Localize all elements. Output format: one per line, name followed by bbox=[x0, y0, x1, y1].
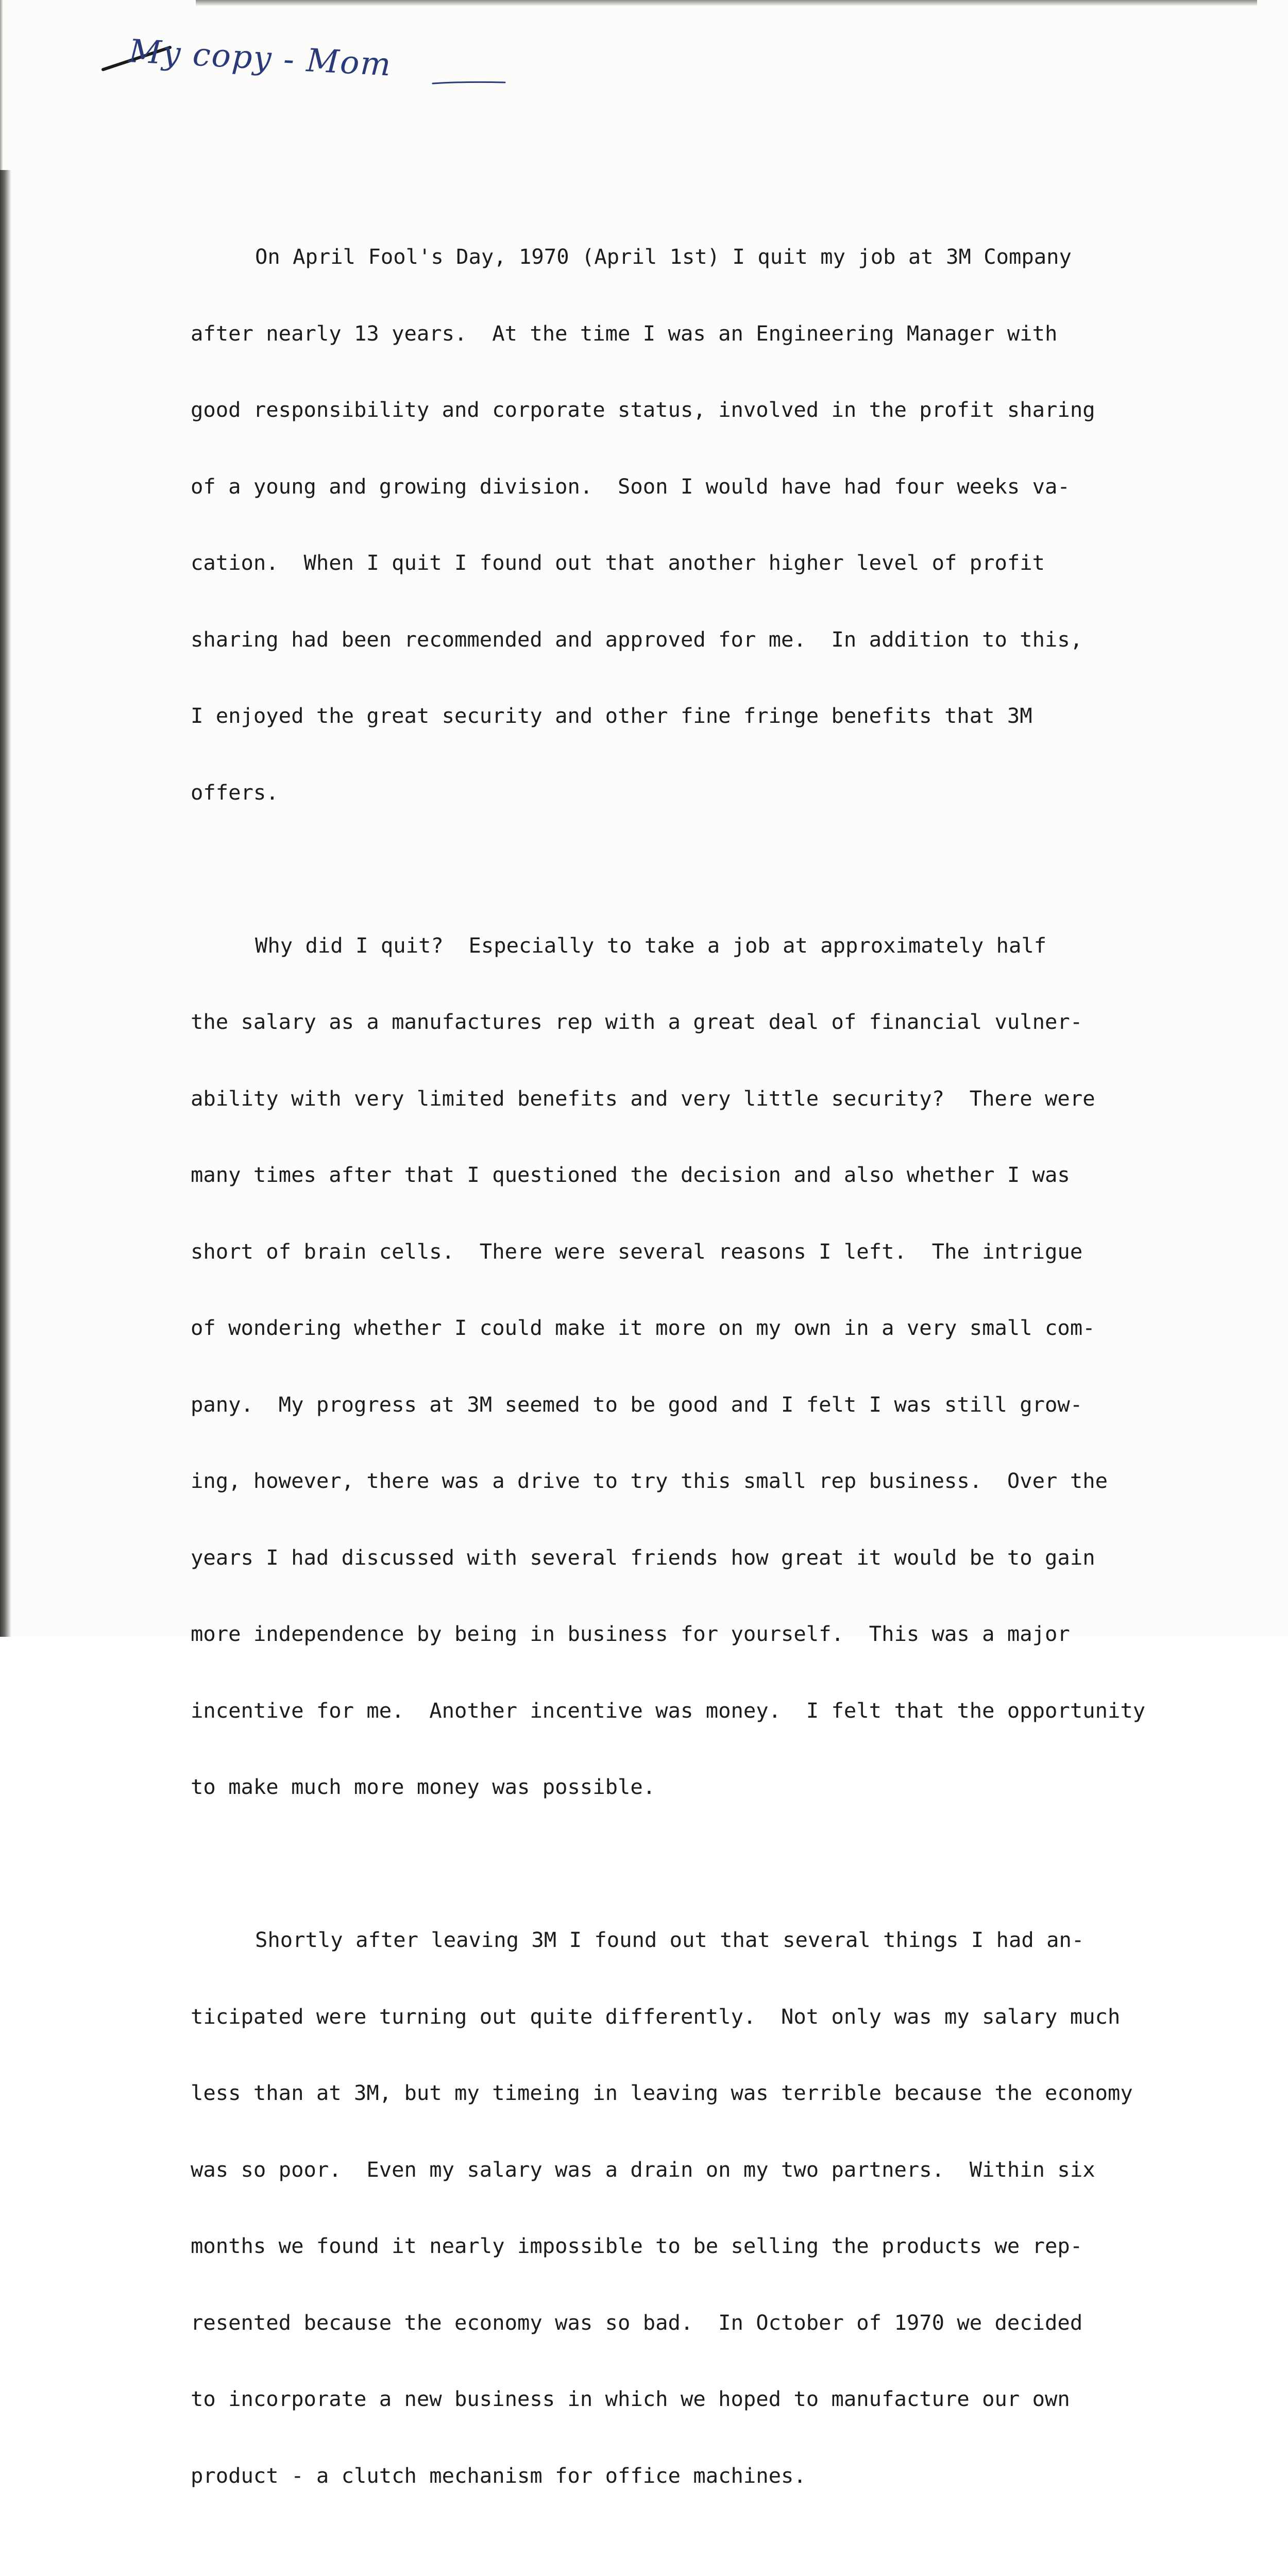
text-line: of wondering whether I could make it more on my own in a very small com- bbox=[191, 1315, 1190, 1341]
text-line: to incorporate a new business in which we hoped to manufacture our own bbox=[191, 2386, 1190, 2412]
paragraph-2 bbox=[191, 882, 1190, 1851]
handwritten-note: My copy - Mom bbox=[128, 32, 393, 83]
scan-top-edge bbox=[196, 0, 1257, 6]
text-line: was so poor. Even my salary was a drain on my two partners. Within six bbox=[191, 2157, 1190, 2183]
paragraph-4 bbox=[191, 2565, 1190, 2576]
text-line: On April Fool's Day, 1970 (April 1st) I quit my job at 3M Company bbox=[191, 244, 1190, 270]
scan-left-edge bbox=[0, 170, 11, 1637]
text-line: years I had discussed with several friends how great it would be to gain bbox=[191, 1545, 1190, 1571]
text-line: of a young and growing division. Soon I would have had four weeks va- bbox=[191, 474, 1190, 500]
paragraph-3 bbox=[191, 1876, 1190, 2539]
text-line: resented because the economy was so bad. In October of 1970 we decided bbox=[191, 2310, 1190, 2336]
text-line: many times after that I questioned the decision and also whether I was bbox=[191, 1162, 1190, 1188]
text-line: ability with very limited benefits and very little security? There were bbox=[191, 1086, 1190, 1112]
text-line: Why did I quit? Especially to take a job at approximately half bbox=[191, 933, 1190, 959]
text-line: months we found it nearly impossible to be selling the products we rep- bbox=[191, 2233, 1190, 2259]
text-line: short of brain cells. There were several reasons I left. The intrigue bbox=[191, 1239, 1190, 1265]
text-line: pany. My progress at 3M seemed to be good and I felt I was still grow- bbox=[191, 1392, 1190, 1418]
text-line: sharing had been recommended and approved for me. In addition to this, bbox=[191, 627, 1190, 653]
text-line: offers. bbox=[191, 780, 1190, 806]
text-line: after nearly 13 years. At the time I was an Engineering Manager with bbox=[191, 321, 1190, 347]
text-line: Shortly after leaving 3M I found out that several things I had an- bbox=[191, 1927, 1190, 1953]
text-line: less than at 3M, but my timeing in leaving was terrible because the economy bbox=[191, 2080, 1190, 2106]
text-line: product - a clutch mechanism for office machines. bbox=[191, 2463, 1190, 2489]
paragraph-1 bbox=[191, 193, 1190, 856]
text-line: cation. When I quit I found out that another higher level of profit bbox=[191, 550, 1190, 576]
pen-underline-mark bbox=[433, 82, 505, 83]
text-line: I enjoyed the great security and other fine fringe benefits that 3M bbox=[191, 703, 1190, 729]
text-line: incentive for me. Another incentive was money. I felt that the opportunity bbox=[191, 1698, 1190, 1724]
text-line: good responsibility and corporate status, involved in the profit sharing bbox=[191, 397, 1190, 423]
scan-left-edge-upper bbox=[0, 0, 3, 170]
typed-letter-body bbox=[191, 193, 1190, 2576]
text-line: the salary as a manufactures rep with a great deal of financial vulner- bbox=[191, 1009, 1190, 1035]
text-line: ing, however, there was a drive to try this small rep business. Over the bbox=[191, 1468, 1190, 1494]
text-line: to make much more money was possible. bbox=[191, 1774, 1190, 1800]
text-line: more independence by being in business for yourself. This was a major bbox=[191, 1621, 1190, 1647]
text-line: ticipated were turning out quite differently. Not only was my salary much bbox=[191, 2004, 1190, 2030]
